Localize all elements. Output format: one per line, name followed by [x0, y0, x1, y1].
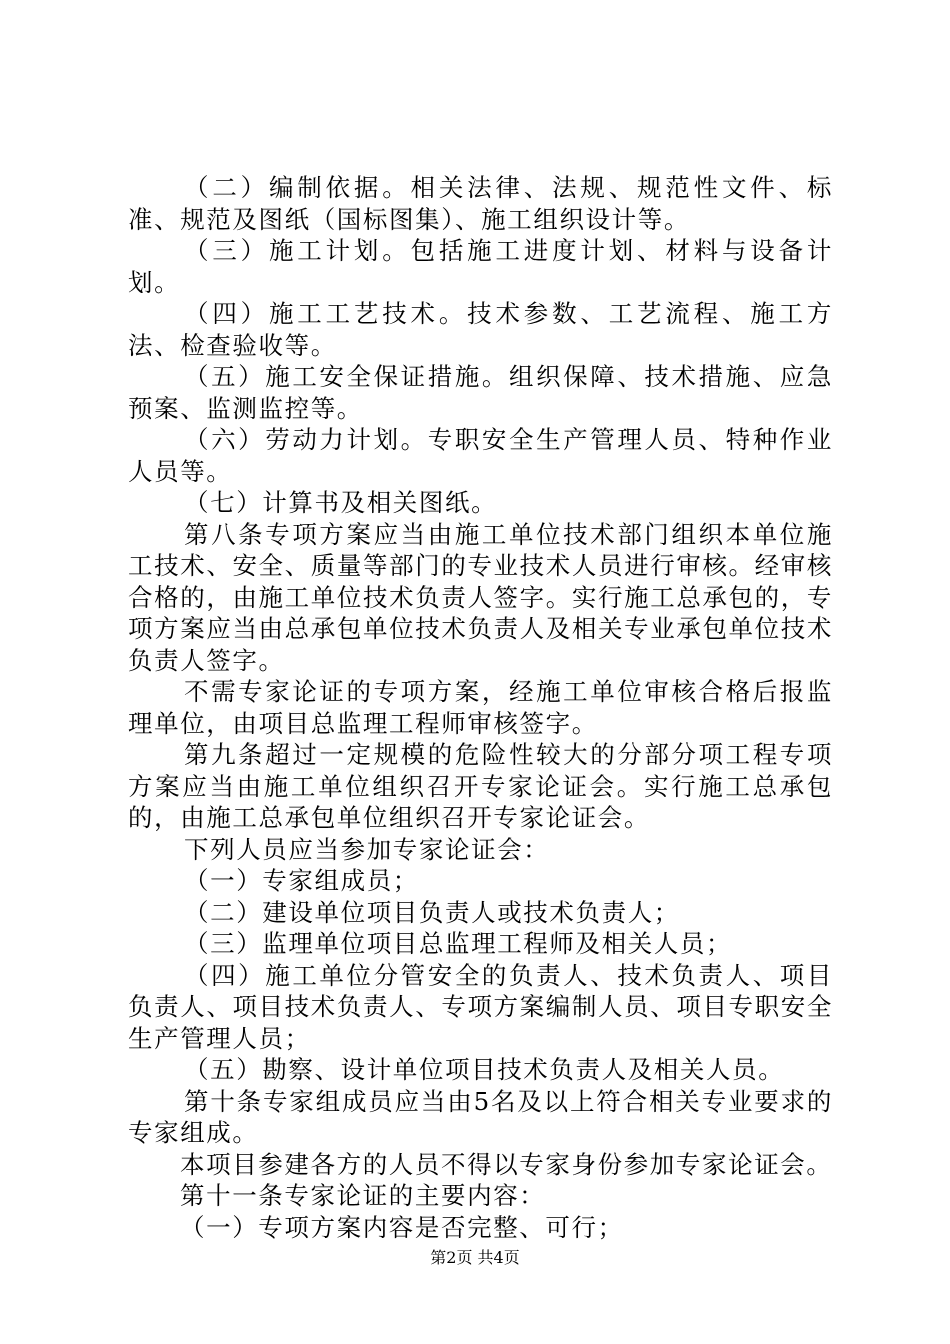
paragraph: （一）专家组成员；: [184, 866, 419, 895]
paragraph: （五）施工安全保证措施。组织保障、技术措施、应急预案、监测监控等。: [128, 362, 833, 423]
paragraph: （二）编制依据。相关法律、法规、规范性文件、标准、规范及图纸（国标图集）、施工组织设计等。: [128, 173, 833, 234]
paragraph: 不需专家论证的专项方案，经施工单位审核合格后报监理单位，由项目总监理工程师审核签字。: [128, 677, 833, 738]
paragraph: 下列人员应当参加专家论证会：: [184, 834, 550, 864]
paragraph: （三）施工计划。包括施工进度计划、材料与设备计划。: [128, 236, 833, 297]
paragraph: （三）监理单位项目总监理工程师及相关人员；: [184, 929, 733, 958]
paragraph: 第十一条专家论证的主要内容：: [180, 1181, 546, 1210]
page-footer: [0, 1245, 950, 1268]
paragraph: （五）勘察、设计单位项目技术负责人及相关人员。: [184, 1055, 785, 1084]
paragraph: 本项目参建各方的人员不得以专家身份参加专家论证会。: [180, 1149, 833, 1179]
paragraph: （四）施工工艺技术。技术参数、工艺流程、施工方法、检查验收等。: [128, 299, 833, 360]
paragraph: （二）建设单位项目负责人或技术负责人；: [184, 897, 680, 927]
paragraph: 第九条超过一定规模的危险性较大的分部分项工程专项方案应当由施工单位组织召开专家论证会。实行施工总承包的，由施工总承包单位组织召开专家论证会。: [128, 740, 833, 832]
paragraph: 第十条专家组成员应当由5名及以上符合相关专业要求的专家组成。: [128, 1086, 833, 1147]
paragraph: （六）劳动力计划。专职安全生产管理人员、特种作业人员等。: [128, 425, 833, 486]
paragraph: （一）专项方案内容是否完整、可行；: [180, 1212, 624, 1242]
paragraph: （四）施工单位分管安全的负责人、技术负责人、项目负责人、项目技术负责人、专项方案编制人员、项目专职安全生产管理人员；: [128, 960, 833, 1053]
page-number: 第2页 共4页: [430, 1248, 520, 1267]
document-body: [128, 172, 833, 1243]
paragraph: 第八条专项方案应当由施工单位技术部门组织本单位施工技术、安全、质量等部门的专业技术人员进行审核。经审核合格的，由施工单位技术负责人签字。实行施工总承包的，专项方案应当由总承包单位技术负责人及相关专业承包单位技术负责人签字。: [128, 519, 833, 675]
paragraph: （七）计算书及相关图纸。: [184, 488, 498, 517]
